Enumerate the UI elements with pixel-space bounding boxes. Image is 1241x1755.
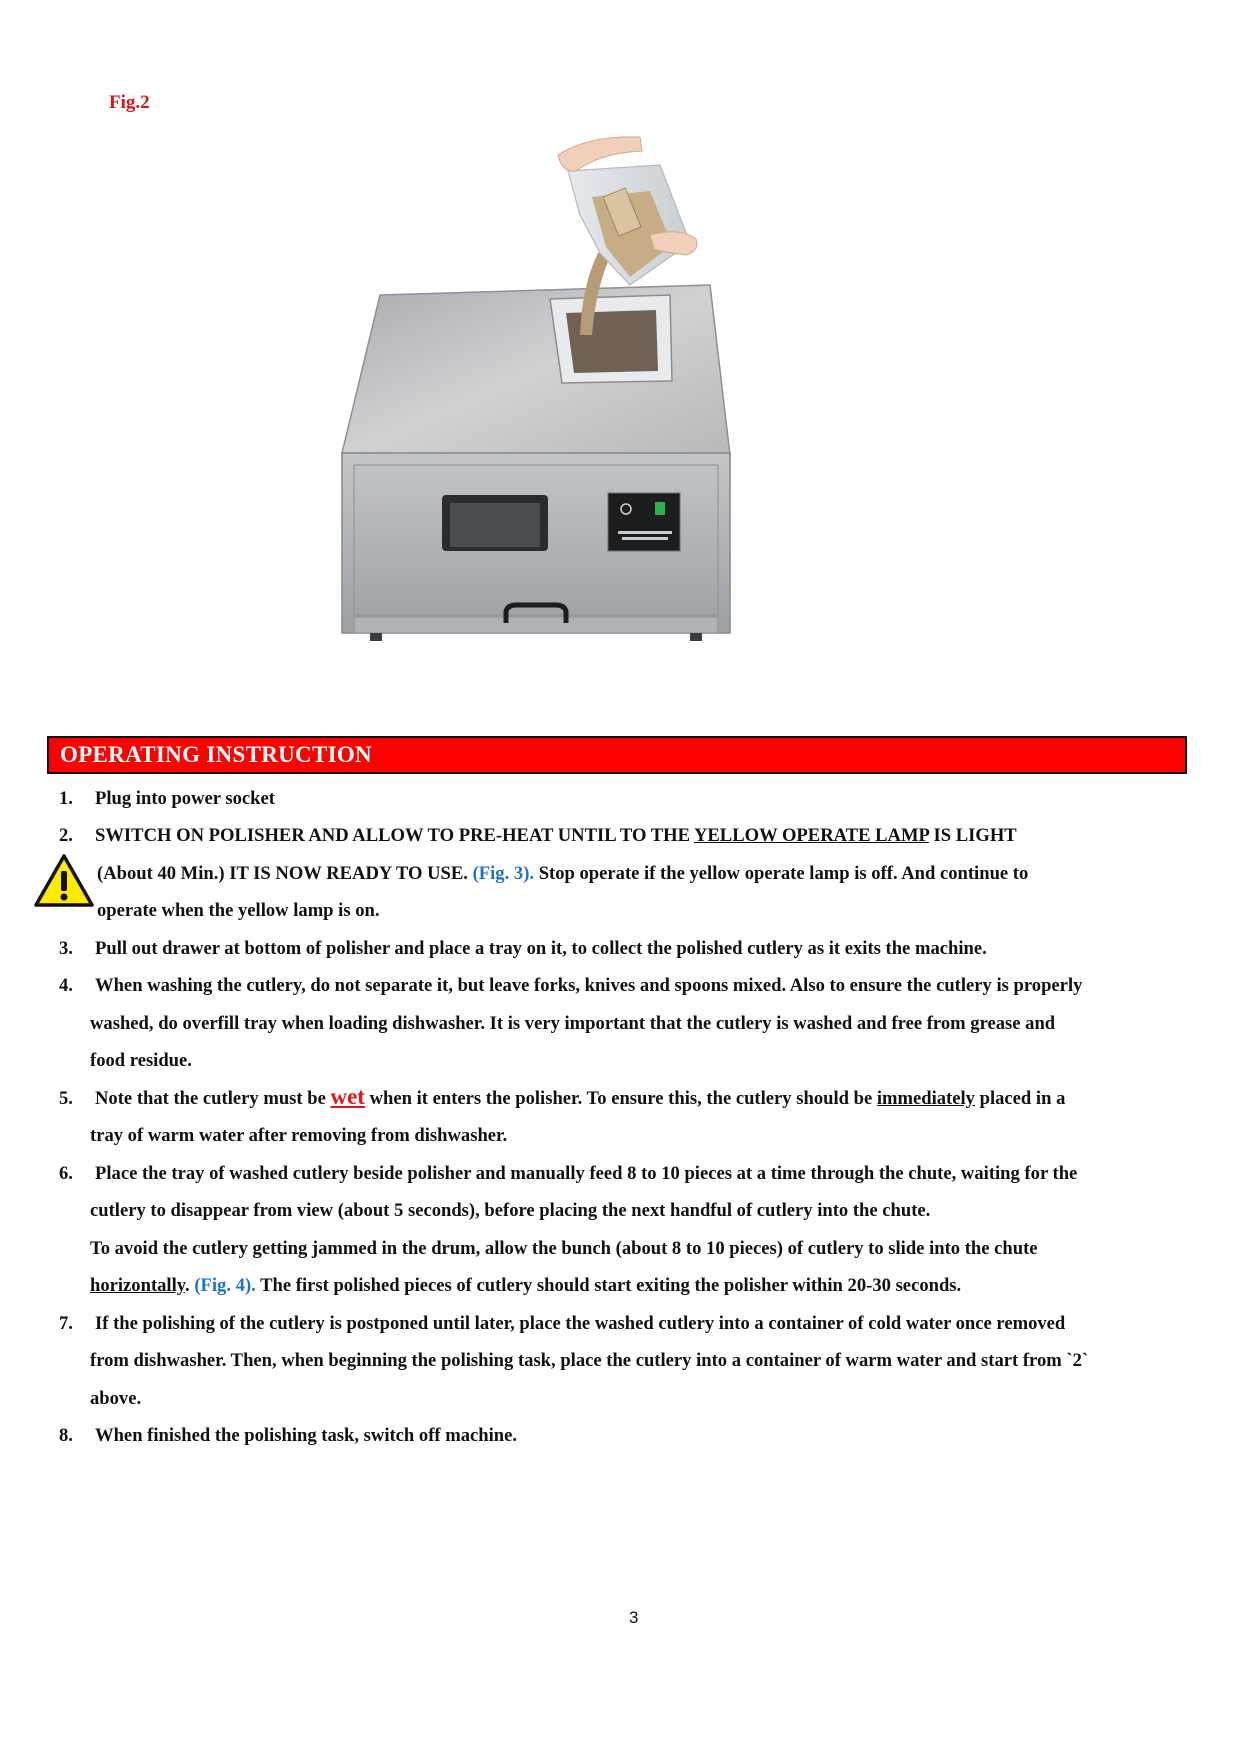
- step-number-4: 4.: [59, 975, 73, 996]
- section-title: OPERATING INSTRUCTION: [60, 742, 372, 767]
- step-2-line-2: (About 40 Min.) IT IS NOW READY TO USE. (Fig. 3). Stop operate if the yellow operate lamp is off. And continue to: [97, 863, 1029, 884]
- step-7-line-2: from dishwasher. Then, when beginning the polishing task, place the cutlery into a container of warm water and start from `2`: [90, 1350, 1089, 1371]
- operating-instruction-header: [47, 736, 1187, 774]
- step-2-line-1: SWITCH ON POLISHER AND ALLOW TO PRE-HEAT UNTIL TO THE YELLOW OPERATE LAMP IS LIGHT: [95, 825, 1017, 846]
- step-number-8: 8.: [59, 1425, 73, 1446]
- horizontally-term: horizontally: [90, 1275, 186, 1296]
- page-number: 3: [629, 1608, 639, 1627]
- step-6-line-4: horizontally. (Fig. 4). The first polished pieces of cutlery should start exiting the polisher within 20-30 seconds.: [90, 1275, 962, 1296]
- step-8-text: When finished the polishing task, switch off machine.: [95, 1425, 518, 1446]
- fig-4-link[interactable]: (Fig. 4).: [194, 1275, 256, 1296]
- step-1-text: Plug into power socket: [95, 788, 275, 809]
- step-number-7: 7.: [59, 1313, 73, 1334]
- step-5-line-2: tray of warm water after removing from dishwasher.: [90, 1125, 508, 1146]
- step-6-line-3: To avoid the cutlery getting jammed in the drum, allow the bunch (about 8 to 10 pieces) of cutlery to slide into the chute: [90, 1238, 1038, 1259]
- figure-label: Fig.2: [109, 92, 150, 113]
- step-7-line-1: If the polishing of the cutlery is postponed until later, place the washed cutlery into a container of cold water once removed: [95, 1313, 1066, 1334]
- step-7-line-3: above.: [90, 1388, 142, 1409]
- step-2-line-3: operate when the yellow lamp is on.: [97, 900, 380, 921]
- step-number-3: 3.: [59, 938, 73, 959]
- step-number-1: 1.: [59, 788, 73, 809]
- yellow-operate-lamp-term: YELLOW OPERATE LAMP: [693, 825, 929, 846]
- step-number-6: 6.: [59, 1163, 73, 1184]
- wet-emphasis: wet: [330, 1084, 365, 1109]
- step-number-2: 2.: [59, 825, 73, 846]
- step-number-5: 5.: [59, 1088, 73, 1109]
- step-5-line-1: Note that the cutlery must be wet when it enters the polisher. To ensure this, the cutlery should be immediately placed in a: [95, 1084, 1066, 1109]
- polisher-machine-photo: [330, 135, 790, 665]
- step-4-line-1: When washing the cutlery, do not separate it, but leave forks, knives and spoons mixed. Also to ensure the cutlery is properly: [95, 975, 1083, 996]
- step-4-line-3: food residue.: [90, 1050, 192, 1071]
- fig-3-link[interactable]: (Fig. 3).: [472, 863, 535, 884]
- step-6-line-1: Place the tray of washed cutlery beside polisher and manually feed 8 to 10 pieces at a time through the chute, waiting for the: [95, 1163, 1078, 1184]
- warning-icon: [33, 853, 95, 909]
- step-6-line-2: cutlery to disappear from view (about 5 seconds), before placing the next handful of cutlery into the chute.: [90, 1200, 931, 1221]
- step-3-text: Pull out drawer at bottom of polisher and place a tray on it, to collect the polished cutlery as it exits the machine.: [95, 938, 987, 959]
- immediately-term: immediately: [876, 1088, 975, 1109]
- step-4-line-2: washed, do overfill tray when loading dishwasher. It is very important that the cutlery is washed and free from grease and: [90, 1013, 1056, 1034]
